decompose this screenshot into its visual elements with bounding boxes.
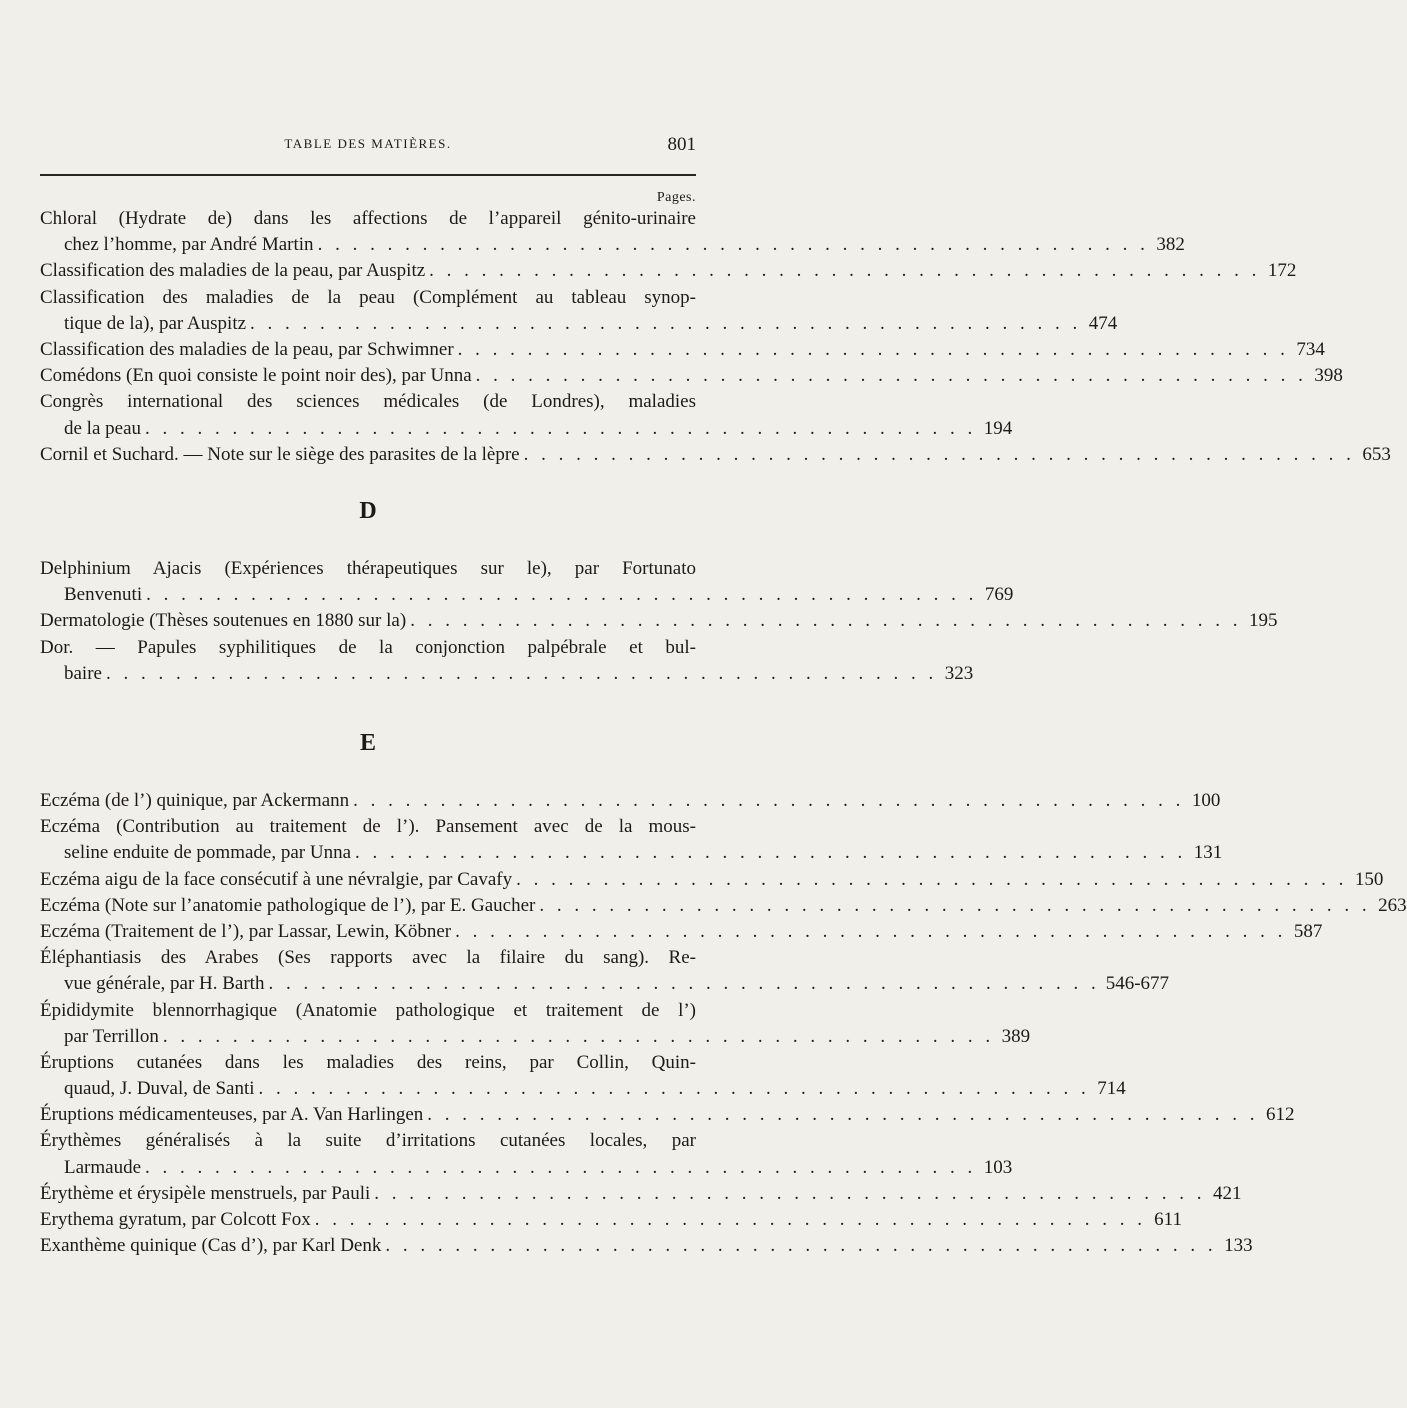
dot-leader: . . . . . . . . . . . . . . . . . . . . . . . . . . . . . . . . . . . . . . . . . . . . . . . . (427, 1104, 1259, 1126)
entry-title: vue générale, par H. Barth (64, 973, 265, 995)
dot-leader: . . . . . . . . . . . . . . . . . . . . . . . . . . . . . . . . . . . . . . . . . . . . . . . . (455, 920, 1287, 942)
entry-text-line: Épididymite blennorrhagique (Anatomie pathologique et traitement de l’) (40, 999, 696, 1021)
entry-title: tique de la), par Auspitz (64, 312, 247, 334)
dot-leader: . . . . . . . . . . . . . . . . . . . . . . . . . . . . . . . . . . . . . . . . . . . . . . . . (457, 338, 1289, 360)
entry-text-line: Delphinium Ajacis (Expériences thérapeutiques sur le), par Fortunato (40, 558, 696, 579)
page-reference: 769 (984, 584, 1014, 606)
entry-title: Cornil et Suchard. — Note sur le siège des parasites de la lèpre (40, 443, 520, 465)
entry-title: seline enduite de pommade, par Unna (64, 842, 352, 864)
entry-last-line (40, 1076, 1126, 1102)
page-reference: 612 (1266, 1104, 1295, 1126)
index-entry (40, 893, 1407, 919)
dot-leader: . . . . . . . . . . . . . . . . . . . . . . . . . . . . . . . . . . . . . . . . . . . . . . . . (523, 443, 1355, 465)
entry-last-line (40, 416, 1013, 442)
index-entry (40, 258, 1297, 284)
dot-leader: . . . . . . . . . . . . . . . . . . . . . . . . . . . . . . . . . . . . . . . . . . . . . . . . (145, 417, 977, 439)
page-reference: 323 (944, 662, 974, 684)
index-entry (40, 1207, 1182, 1233)
dot-leader: . . . . . . . . . . . . . . . . . . . . . . . . . . . . . . . . . . . . . . . . . . . . . . . . (516, 868, 1348, 890)
entry-text-line: Eczéma (Contribution au traitement de l’). Pansement avec de la mous- (40, 816, 696, 838)
entry-last-line (40, 582, 1014, 608)
page-reference: 382 (1156, 234, 1185, 256)
page-reference: 587 (1293, 920, 1323, 942)
index-entry (40, 1102, 1295, 1128)
page-reference: 103 (983, 1156, 1013, 1178)
entry-title: baire (64, 662, 102, 684)
index-entry (40, 1128, 1013, 1180)
entry-last-line (40, 442, 1391, 468)
page-reference: 195 (1248, 610, 1278, 632)
index-entry (40, 556, 1014, 608)
entry-last-line (40, 893, 1407, 919)
entry-title: Benvenuti (64, 584, 143, 606)
dot-leader: . . . . . . . . . . . . . . . . . . . . . . . . . . . . . . . . . . . . . . . . . . . . . . . . (268, 973, 1100, 995)
dot-leader: . . . . . . . . . . . . . . . . . . . . . . . . . . . . . . . . . . . . . . . . . . . . . . . . (429, 260, 1261, 282)
section-letter: D (359, 498, 377, 524)
entry-last-line (40, 363, 1343, 389)
entry-title: Eczéma (Note sur l’anatomie pathologique de l’), par E. Gaucher (40, 894, 536, 916)
index-entry (40, 206, 1185, 258)
page-reference: 194 (983, 417, 1013, 439)
index-entry (40, 285, 1118, 337)
page-reference: 263 (1378, 894, 1407, 916)
page-reference: 714 (1097, 1078, 1126, 1100)
entry-title: Exanthème quinique (Cas d’), par Karl Denk (40, 1235, 382, 1257)
index-entry (40, 608, 1278, 634)
dot-leader: . . . . . . . . . . . . . . . . . . . . . . . . . . . . . . . . . . . . . . . . . . . . . . . . (475, 365, 1307, 387)
dot-leader: . . . . . . . . . . . . . . . . . . . . . . . . . . . . . . . . . . . . . . . . . . . . . . . . (146, 584, 978, 606)
entry-last-line (40, 1207, 1182, 1233)
entry-title: Erythema gyratum, par Colcott Fox (40, 1209, 311, 1230)
page-reference: 150 (1354, 868, 1384, 890)
running-header (40, 136, 696, 160)
entry-title: par Terrillon (64, 1025, 159, 1047)
index-entry (40, 919, 1323, 945)
dot-leader: . . . . . . . . . . . . . . . . . . . . . . . . . . . . . . . . . . . . . . . . . . . . . . . . (353, 790, 1185, 811)
dot-leader: . . . . . . . . . . . . . . . . . . . . . . . . . . . . . . . . . . . . . . . . . . . . . . . . (105, 662, 938, 684)
entry-last-line (40, 258, 1297, 284)
index-entry (40, 442, 1391, 468)
page-reference: 133 (1224, 1235, 1253, 1257)
page-reference: 734 (1296, 338, 1325, 360)
entry-last-line (40, 788, 1221, 814)
entry-text-line: Classification des maladies de la peau (Complément au tableau synop- (40, 286, 696, 308)
entry-title: Éruptions médicamenteuses, par A. Van Harlingen (40, 1104, 424, 1126)
entry-title: Érythème et érysipèle menstruels, par Pauli (40, 1182, 371, 1204)
dot-leader: . . . . . . . . . . . . . . . . . . . . . . . . . . . . . . . . . . . . . . . . . . . . . . . . (314, 1209, 1146, 1230)
entry-text-line: Dor. — Papules syphilitiques de la conjonction palpébrale et bul- (40, 636, 696, 658)
entry-list (40, 206, 1391, 468)
entry-last-line (40, 867, 1384, 893)
dot-leader: . . . . . . . . . . . . . . . . . . . . . . . . . . . . . . . . . . . . . . . . . . . . . . . . (385, 1235, 1217, 1257)
dot-leader: . . . . . . . . . . . . . . . . . . . . . . . . . . . . . . . . . . . . . . . . . . . . . . . . (374, 1182, 1206, 1204)
index-entry (40, 1181, 1242, 1207)
index-entry (40, 1233, 1253, 1259)
entry-last-line (40, 661, 974, 687)
pages-column-label: Pages. (656, 190, 696, 205)
page-reference: 100 (1191, 790, 1221, 811)
entry-title: Classification des maladies de la peau, par Auspitz (40, 260, 426, 282)
entry-title: chez l’homme, par André Martin (64, 234, 314, 256)
header-title: TABLE DES MATIÈRES. (284, 136, 452, 151)
dot-leader: . . . . . . . . . . . . . . . . . . . . . . . . . . . . . . . . . . . . . . . . . . . . . . . . (250, 312, 1082, 334)
entry-last-line (40, 1233, 1253, 1259)
index-entry (40, 945, 1170, 997)
entry-title: Comédons (En quoi consiste le point noir des), par Unna (40, 365, 472, 387)
index-entry (40, 788, 1221, 814)
entry-title: Classification des maladies de la peau, par Schwimner (40, 338, 454, 360)
index-entry (40, 1050, 1126, 1102)
section-letter: E (359, 730, 376, 756)
page-reference: 474 (1088, 312, 1118, 334)
index-entry (40, 998, 1031, 1050)
dot-leader: . . . . . . . . . . . . . . . . . . . . . . . . . . . . . . . . . . . . . . . . . . . . . . . . (258, 1078, 1090, 1100)
entry-text-line: Éléphantiasis des Arabes (Ses rapports avec la filaire du sang). Re- (40, 947, 696, 969)
header-rule (40, 174, 696, 176)
entry-last-line (40, 337, 1325, 363)
entry-last-line (40, 1181, 1242, 1207)
index-entry (40, 363, 1343, 389)
page-reference: 389 (1001, 1025, 1031, 1047)
entry-last-line (40, 232, 1185, 258)
page-number: 801 (667, 134, 696, 155)
dot-leader: . . . . . . . . . . . . . . . . . . . . . . . . . . . . . . . . . . . . . . . . . . . . . . . . (145, 1156, 977, 1178)
page-reference: 546-677 (1105, 973, 1170, 995)
entry-title: de la peau (64, 417, 142, 439)
dot-leader: . . . . . . . . . . . . . . . . . . . . . . . . . . . . . . . . . . . . . . . . . . . . . . . . (162, 1025, 995, 1047)
entry-last-line (40, 971, 1170, 997)
page-reference: 611 (1154, 1209, 1182, 1230)
entry-last-line (40, 919, 1323, 945)
entry-text-line: Chloral (Hydrate de) dans les affections de l’appareil génito-urinaire (40, 208, 696, 229)
entry-last-line (40, 311, 1118, 337)
entry-title: quaud, J. Duval, de Santi (64, 1078, 255, 1100)
entry-last-line (40, 1102, 1295, 1128)
entry-last-line (40, 1024, 1031, 1050)
entry-last-line (40, 840, 1223, 866)
entry-text-line: Congrès international des sciences médicales (de Londres), maladies (40, 391, 696, 413)
entry-list (40, 788, 1407, 1259)
page-reference: 421 (1213, 1182, 1242, 1204)
page-reference: 131 (1193, 842, 1223, 864)
entry-title: Eczéma aigu de la face consécutif à une névralgie, par Cavafy (40, 868, 513, 890)
page-reference: 172 (1267, 260, 1297, 282)
entry-title: Eczéma (de l’) quinique, par Ackermann (40, 790, 350, 811)
entry-list (40, 556, 1278, 687)
entry-title: Eczéma (Traitement de l’), par Lassar, Lewin, Köbner (40, 920, 452, 942)
entry-text-line: Éruptions cutanées dans les maladies des reins, par Collin, Quin- (40, 1051, 696, 1073)
index-entry (40, 867, 1384, 893)
page-reference: 398 (1314, 365, 1343, 387)
entry-title: Larmaude (64, 1156, 142, 1178)
index-entry (40, 814, 1223, 866)
dot-leader: . . . . . . . . . . . . . . . . . . . . . . . . . . . . . . . . . . . . . . . . . . . . . . . . (539, 894, 1371, 916)
dot-leader: . . . . . . . . . . . . . . . . . . . . . . . . . . . . . . . . . . . . . . . . . . . . . . . . (355, 842, 1187, 864)
page-reference: 653 (1362, 443, 1391, 465)
entry-last-line (40, 608, 1278, 634)
index-entry (40, 389, 1013, 441)
dot-leader: . . . . . . . . . . . . . . . . . . . . . . . . . . . . . . . . . . . . . . . . . . . . . . . . (410, 610, 1242, 632)
index-entry (40, 337, 1325, 363)
entry-title: Dermatologie (Thèses soutenues en 1880 sur la) (40, 610, 407, 632)
entry-text-line: Érythèmes généralisés à la suite d’irritations cutanées locales, par (40, 1130, 696, 1152)
dot-leader: . . . . . . . . . . . . . . . . . . . . . . . . . . . . . . . . . . . . . . . . . . . . . . . . (317, 234, 1149, 256)
index-entry (40, 635, 974, 687)
entry-last-line (40, 1155, 1013, 1181)
